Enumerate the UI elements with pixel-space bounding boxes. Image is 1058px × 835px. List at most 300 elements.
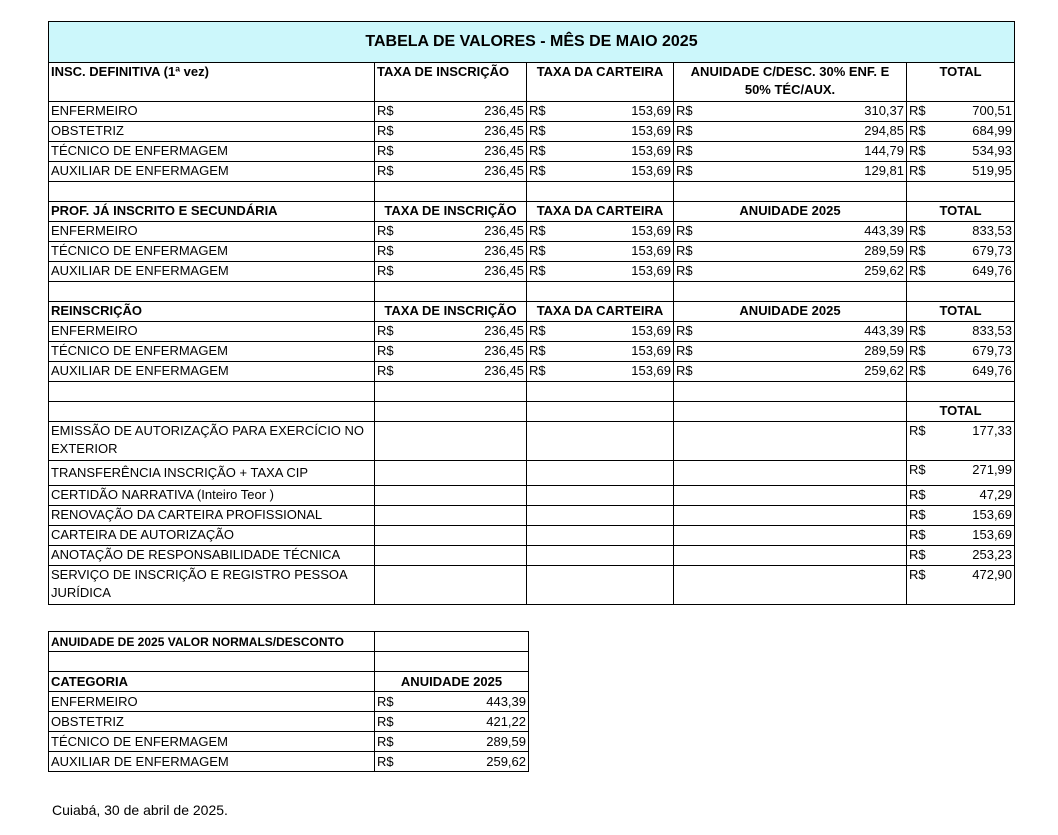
annual-heading-empty [375,632,529,652]
annual-col-value: ANUIDADE 2025 [375,672,529,692]
annuity-cell [674,262,907,282]
card-fee-cell [527,242,674,262]
currency-symbol: R$ [909,103,926,118]
annual-value [375,692,529,712]
total-cell [907,362,1015,382]
empty-cell [674,422,907,461]
total-cell-wrap [909,162,1012,180]
currency-symbol: R$ [909,143,926,158]
empty-cell [527,506,674,526]
annuity-cell-wrap [676,142,904,160]
service-row [49,566,1015,605]
annual-row [49,692,529,712]
annuity-cell-wrap [676,362,904,380]
spacer-cell [49,382,375,402]
empty-cell [527,566,674,605]
service-row [49,422,1015,461]
annual-row [49,712,529,732]
inscription-fee-cell [375,162,527,182]
spacer-cell [49,182,375,202]
currency-symbol: R$ [529,323,546,338]
services-total-header: TOTAL [907,402,1015,422]
empty-cell [674,566,907,605]
total-cell-value: 833,53 [972,223,1013,238]
spacer-cell [527,402,674,422]
card-fee-cell-wrap [529,122,671,140]
inscription-fee-cell [375,102,527,122]
card-fee-cell-value: 153,69 [631,143,671,158]
annual-value [375,752,529,772]
annual-col-category: CATEGORIA [49,672,375,692]
table-row [49,322,1015,342]
annuity-cell [674,322,907,342]
inscription-fee-cell-wrap [377,322,524,340]
card-fee-cell [527,122,674,142]
currency-symbol: R$ [377,263,394,278]
inscription-fee-cell [375,322,527,342]
spacer-cell [375,402,527,422]
card-fee-cell-value: 153,69 [631,103,671,118]
currency-symbol: R$ [676,123,693,138]
inscription-fee-cell [375,262,527,282]
currency-symbol: R$ [909,243,926,258]
category-cell: AUXILIAR DE ENFERMAGEM [49,262,375,282]
section-heading: PROF. JÁ INSCRITO E SECUNDÁRIA [49,202,375,222]
annual-row [49,732,529,752]
annuity-cell [674,342,907,362]
total-cell-value: 649,76 [972,363,1013,378]
annuity-cell-wrap [676,242,904,260]
currency-symbol: R$ [377,343,394,358]
service-total-value: 472,90 [972,567,1013,582]
service-row [49,546,1015,566]
table-row [49,242,1015,262]
price-table-body [49,22,1015,605]
currency-symbol: R$ [377,693,394,709]
spacer-cell [49,402,375,422]
service-label: CERTIDÃO NARRATIVA (Inteiro Teor ) [49,486,375,506]
service-label: CARTEIRA DE AUTORIZAÇÃO [49,526,375,546]
service-total-wrap [909,461,1012,479]
total-cell-value: 833,53 [972,323,1013,338]
spacer-cell [674,382,907,402]
category-cell: OBSTETRIZ [49,122,375,142]
inscription-fee-cell-value: 236,45 [484,363,524,378]
total-cell [907,342,1015,362]
table-row [49,342,1015,362]
inscription-fee-cell [375,142,527,162]
category-cell: TÉCNICO DE ENFERMAGEM [49,142,375,162]
spacer-cell [674,182,907,202]
empty-cell [375,461,527,486]
annuity-cell [674,102,907,122]
card-fee-cell-wrap [529,362,671,380]
card-fee-cell [527,142,674,162]
annual-value-value: 259,62 [486,753,526,769]
annual-value-wrap [377,753,526,771]
currency-symbol: R$ [676,143,693,158]
annuity-cell [674,362,907,382]
total-cell-value: 519,95 [972,163,1013,178]
currency-symbol: R$ [377,103,394,118]
spacer-row [49,182,1015,202]
currency-symbol: R$ [377,243,394,258]
service-total [907,566,1015,605]
card-fee-cell [527,162,674,182]
inscription-fee-cell-wrap [377,102,524,120]
total-cell [907,102,1015,122]
spacer-cell [907,282,1015,302]
inscription-fee-cell-value: 236,45 [484,143,524,158]
annuity-cell [674,222,907,242]
category-cell: AUXILIAR DE ENFERMAGEM [49,362,375,382]
currency-symbol: R$ [377,733,394,749]
annual-value-value: 289,59 [486,733,526,749]
service-total-value: 271,99 [972,462,1013,477]
section-header-row [49,302,1015,322]
inscription-fee-cell [375,122,527,142]
service-row [49,486,1015,506]
total-cell-wrap [909,262,1012,280]
annuity-cell-value: 259,62 [864,363,904,378]
column-header: TOTAL [907,202,1015,222]
inscription-fee-cell-value: 236,45 [484,323,524,338]
inscription-fee-cell-wrap [377,262,524,280]
service-total-wrap [909,422,1012,440]
column-header: TAXA DE INSCRIÇÃO [375,302,527,322]
annuity-cell-value: 144,79 [864,143,904,158]
service-total-wrap [909,566,1012,584]
card-fee-cell-wrap [529,342,671,360]
service-total-wrap [909,546,1012,564]
currency-symbol: R$ [529,223,546,238]
currency-symbol: R$ [676,323,693,338]
spacer-cell [907,182,1015,202]
card-fee-cell-value: 153,69 [631,343,671,358]
inscription-fee-cell-value: 236,45 [484,343,524,358]
currency-symbol: R$ [676,223,693,238]
service-total-value: 153,69 [972,507,1013,522]
currency-symbol: R$ [909,223,926,238]
footer-date: Cuiabá, 30 de abril de 2025. [52,802,228,818]
annuity-cell-wrap [676,222,904,240]
section-header-row [49,202,1015,222]
spacer-cell [527,282,674,302]
annuity-cell-wrap [676,262,904,280]
annuity-cell [674,142,907,162]
total-cell [907,322,1015,342]
column-header: ANUIDADE 2025 [674,302,907,322]
empty-cell [375,422,527,461]
category-cell: ENFERMEIRO [49,102,375,122]
annual-value [375,712,529,732]
service-total [907,506,1015,526]
total-cell-wrap [909,142,1012,160]
spacer-cell [375,382,527,402]
currency-symbol: R$ [529,143,546,158]
annuity-cell-wrap [676,122,904,140]
annual-spacer-cell [49,652,375,672]
currency-symbol: R$ [909,123,926,138]
annuity-cell-value: 443,39 [864,323,904,338]
currency-symbol: R$ [529,343,546,358]
total-cell-value: 700,51 [972,103,1013,118]
service-total-value: 177,33 [972,423,1013,438]
column-header: ANUIDADE 2025 [674,202,907,222]
annual-table [48,631,529,772]
spacer-cell [674,402,907,422]
table-row [49,142,1015,162]
spacer-cell [527,182,674,202]
currency-symbol: R$ [909,547,926,562]
currency-symbol: R$ [377,143,394,158]
empty-cell [674,526,907,546]
service-total-value: 153,69 [972,527,1013,542]
currency-symbol: R$ [909,527,926,542]
annual-value-wrap [377,693,526,711]
inscription-fee-cell-value: 236,45 [484,263,524,278]
total-cell-wrap [909,362,1012,380]
annuity-cell-value: 443,39 [864,223,904,238]
column-header: TAXA DA CARTEIRA [527,302,674,322]
total-cell [907,162,1015,182]
currency-symbol: R$ [909,507,926,522]
total-cell-value: 649,76 [972,263,1013,278]
service-total-wrap [909,486,1012,504]
total-cell-value: 684,99 [972,123,1013,138]
card-fee-cell-wrap [529,162,671,180]
total-cell-wrap [909,222,1012,240]
card-fee-cell-wrap [529,142,671,160]
table-row [49,162,1015,182]
spacer-row [49,282,1015,302]
annual-spacer-row [49,652,529,672]
service-total [907,461,1015,486]
currency-symbol: R$ [529,103,546,118]
service-label: ANOTAÇÃO DE RESPONSABILIDADE TÉCNICA [49,546,375,566]
inscription-fee-cell-wrap [377,122,524,140]
card-fee-cell-value: 153,69 [631,163,671,178]
inscription-fee-cell-value: 236,45 [484,123,524,138]
annuity-cell-value: 129,81 [864,163,904,178]
service-total-wrap [909,506,1012,524]
inscription-fee-cell-wrap [377,342,524,360]
currency-symbol: R$ [529,163,546,178]
service-total-value: 253,23 [972,547,1013,562]
spacer-cell [49,282,375,302]
category-cell: ENFERMEIRO [49,222,375,242]
column-header: ANUIDADE C/DESC. 30% ENF. E 50% TÉC/AUX. [674,63,907,102]
annual-value-value: 421,22 [486,713,526,729]
table-row [49,102,1015,122]
currency-symbol: R$ [909,343,926,358]
table-title: TABELA DE VALORES - MÊS DE MAIO 2025 [49,22,1015,63]
currency-symbol: R$ [529,263,546,278]
inscription-fee-cell-value: 236,45 [484,163,524,178]
service-label: TRANSFERÊNCIA INSCRIÇÃO + TAXA CIP [49,461,375,486]
inscription-fee-cell-wrap [377,362,524,380]
currency-symbol: R$ [676,103,693,118]
inscription-fee-cell [375,362,527,382]
column-header: TOTAL [907,302,1015,322]
annual-spacer-cell [375,652,529,672]
currency-symbol: R$ [377,363,394,378]
annual-header-row [49,672,529,692]
card-fee-cell [527,102,674,122]
annual-value [375,732,529,752]
column-header: TAXA DE INSCRIÇÃO [375,63,527,102]
card-fee-cell-value: 153,69 [631,263,671,278]
total-cell-value: 534,93 [972,143,1013,158]
card-fee-cell-value: 153,69 [631,243,671,258]
annuity-cell [674,162,907,182]
currency-symbol: R$ [377,323,394,338]
table-row [49,362,1015,382]
currency-symbol: R$ [529,123,546,138]
column-header: TOTAL [907,63,1015,102]
service-label: SERVIÇO DE INSCRIÇÃO E REGISTRO PESSOA JURÍDICA [49,566,375,605]
price-table [48,21,1015,605]
spacer-cell [375,182,527,202]
card-fee-cell-wrap [529,222,671,240]
total-cell-wrap [909,122,1012,140]
annuity-cell [674,122,907,142]
column-header: TAXA DA CARTEIRA [527,202,674,222]
total-cell [907,142,1015,162]
category-cell: AUXILIAR DE ENFERMAGEM [49,162,375,182]
annuity-cell-value: 310,37 [864,103,904,118]
spacer-cell [527,382,674,402]
annuity-cell-wrap [676,102,904,120]
annuity-cell-value: 294,85 [864,123,904,138]
inscription-fee-cell [375,242,527,262]
service-row [49,526,1015,546]
column-header: TAXA DE INSCRIÇÃO [375,202,527,222]
category-cell: ENFERMEIRO [49,322,375,342]
spacer-cell [674,282,907,302]
currency-symbol: R$ [909,323,926,338]
column-header: TAXA DA CARTEIRA [527,63,674,102]
inscription-fee-cell-wrap [377,142,524,160]
service-total [907,422,1015,461]
empty-cell [375,506,527,526]
currency-symbol: R$ [676,243,693,258]
table-row [49,222,1015,242]
card-fee-cell-value: 153,69 [631,223,671,238]
card-fee-cell [527,322,674,342]
total-cell [907,122,1015,142]
currency-symbol: R$ [529,243,546,258]
category-cell: TÉCNICO DE ENFERMAGEM [49,242,375,262]
currency-symbol: R$ [676,343,693,358]
empty-cell [674,506,907,526]
currency-symbol: R$ [676,363,693,378]
currency-symbol: R$ [529,363,546,378]
annual-row [49,752,529,772]
inscription-fee-cell-value: 236,45 [484,223,524,238]
total-cell [907,262,1015,282]
empty-cell [375,566,527,605]
card-fee-cell [527,362,674,382]
annual-category: TÉCNICO DE ENFERMAGEM [49,732,375,752]
table-row [49,262,1015,282]
currency-symbol: R$ [909,163,926,178]
currency-symbol: R$ [909,487,926,502]
annual-category: AUXILIAR DE ENFERMAGEM [49,752,375,772]
title-row [49,22,1015,63]
currency-symbol: R$ [377,123,394,138]
empty-cell [674,461,907,486]
currency-symbol: R$ [377,223,394,238]
category-cell: TÉCNICO DE ENFERMAGEM [49,342,375,362]
inscription-fee-cell-wrap [377,222,524,240]
card-fee-cell-value: 153,69 [631,363,671,378]
currency-symbol: R$ [909,567,926,582]
empty-cell [375,486,527,506]
empty-cell [674,486,907,506]
currency-symbol: R$ [377,753,394,769]
service-label: RENOVAÇÃO DA CARTEIRA PROFISSIONAL [49,506,375,526]
card-fee-cell [527,222,674,242]
card-fee-cell-value: 153,69 [631,123,671,138]
annuity-cell-value: 289,59 [864,243,904,258]
service-total [907,546,1015,566]
empty-cell [527,422,674,461]
currency-symbol: R$ [676,263,693,278]
annual-heading-row [49,632,529,652]
empty-cell [375,546,527,566]
spacer-cell [375,282,527,302]
service-total-wrap [909,526,1012,544]
empty-cell [527,461,674,486]
currency-symbol: R$ [909,423,926,438]
annuity-cell-value: 289,59 [864,343,904,358]
annual-table-body [49,632,529,772]
card-fee-cell-value: 153,69 [631,323,671,338]
total-cell [907,242,1015,262]
section-header-row [49,63,1015,102]
annual-category: OBSTETRIZ [49,712,375,732]
annuity-cell-wrap [676,162,904,180]
section-heading: REINSCRIÇÃO [49,302,375,322]
service-row [49,506,1015,526]
inscription-fee-cell [375,342,527,362]
total-cell-value: 679,73 [972,243,1013,258]
spacer-cell [907,382,1015,402]
annuity-cell-wrap [676,342,904,360]
annuity-cell-value: 259,62 [864,263,904,278]
card-fee-cell-wrap [529,242,671,260]
annual-value-wrap [377,713,526,731]
spacer-row [49,382,1015,402]
annual-category: ENFERMEIRO [49,692,375,712]
service-total [907,486,1015,506]
total-cell-wrap [909,322,1012,340]
currency-symbol: R$ [909,263,926,278]
card-fee-cell-wrap [529,322,671,340]
total-cell-wrap [909,342,1012,360]
table-row [49,122,1015,142]
total-cell-value: 679,73 [972,343,1013,358]
inscription-fee-cell [375,222,527,242]
empty-cell [527,546,674,566]
card-fee-cell-wrap [529,262,671,280]
card-fee-cell-wrap [529,102,671,120]
empty-cell [527,526,674,546]
service-label: EMISSÃO DE AUTORIZAÇÃO PARA EXERCÍCIO NO EXTERIOR [49,422,375,461]
service-total-value: 47,29 [979,487,1013,502]
currency-symbol: R$ [676,163,693,178]
